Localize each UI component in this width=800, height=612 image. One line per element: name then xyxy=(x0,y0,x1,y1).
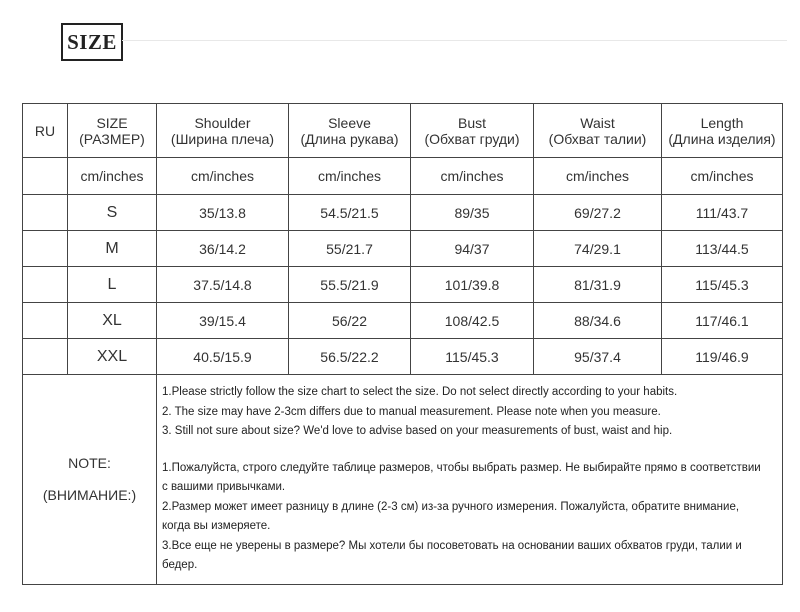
unit-cell: cm/inches xyxy=(534,158,662,195)
col-header-length: Length (Длина изделия) xyxy=(662,104,783,158)
col-header-ru: RU xyxy=(23,104,68,158)
table-cell: 40.5/15.9 xyxy=(157,339,289,375)
table-cell xyxy=(23,339,68,375)
size-cell: L xyxy=(68,267,157,303)
note-row xyxy=(23,375,783,585)
col-header-sleeve: Sleeve (Длина рукава) xyxy=(289,104,411,158)
table-cell xyxy=(23,195,68,231)
table-cell: 54.5/21.5 xyxy=(289,195,411,231)
table-cell xyxy=(23,231,68,267)
table-cell xyxy=(23,267,68,303)
table-cell: 113/44.5 xyxy=(662,231,783,267)
unit-cell: cm/inches xyxy=(68,158,157,195)
table-cell: 56.5/22.2 xyxy=(289,339,411,375)
table-cell: 81/31.9 xyxy=(534,267,662,303)
size-cell: XL xyxy=(68,303,157,339)
table-cell: 117/46.1 xyxy=(662,303,783,339)
table-row xyxy=(23,339,783,375)
table-cell xyxy=(23,303,68,339)
unit-cell: cm/inches xyxy=(157,158,289,195)
table-cell: 56/22 xyxy=(289,303,411,339)
col-header-size: SIZE (РАЗМЕР) xyxy=(68,104,157,158)
note-line: 3. Still not sure about size? We'd love to advise based on your measurements of bust, waist and hip. xyxy=(162,425,673,437)
table-cell: 37.5/14.8 xyxy=(157,267,289,303)
note-label-en: NOTE: xyxy=(68,455,111,472)
table-cell: 101/39.8 xyxy=(411,267,534,303)
note-text xyxy=(157,375,783,585)
note-line: 3.Все еще не уверены в размере? Мы хотели бы посоветовать на основании ваших обхватов груди, талии и бедер. xyxy=(162,539,742,571)
table-row xyxy=(23,267,783,303)
unit-cell: cm/inches xyxy=(662,158,783,195)
unit-cell: cm/inches xyxy=(289,158,411,195)
note-line: когда вы измеряете. xyxy=(162,520,271,532)
table-cell: 35/13.8 xyxy=(157,195,289,231)
note-line: 2. The size may have 2-3cm differs due to manual measurement. Please note when you measure. xyxy=(162,405,661,418)
col-header-bust: Bust (Обхват груди) xyxy=(411,104,534,158)
table-cell: 94/37 xyxy=(411,231,534,267)
col-header-waist: Waist (Обхват талии) xyxy=(534,104,662,158)
table-cell: 69/27.2 xyxy=(534,195,662,231)
size-title: SIZE xyxy=(61,23,123,61)
table-cell: 36/14.2 xyxy=(157,231,289,267)
table-cell: 55.5/21.9 xyxy=(289,267,411,303)
col-header-shoulder: Shoulder (Ширина плеча) xyxy=(157,104,289,158)
note-label-ru: (ВНИМАНИЕ:) xyxy=(42,487,137,504)
table-cell: 88/34.6 xyxy=(534,303,662,339)
table-cell: 119/46.9 xyxy=(662,339,783,375)
size-cell: XXL xyxy=(68,339,157,375)
table-cell: 95/37.4 xyxy=(534,339,662,375)
table-row xyxy=(23,303,783,339)
table-cell: 55/21.7 xyxy=(289,231,411,267)
size-cell: S xyxy=(68,195,157,231)
note-label xyxy=(23,375,157,585)
table-cell: 111/43.7 xyxy=(662,195,783,231)
table-row xyxy=(23,195,783,231)
unit-cell: cm/inches xyxy=(411,158,534,195)
note-line: с вашими привычками. xyxy=(162,481,286,493)
size-cell: M xyxy=(68,231,157,267)
table-cell: 74/29.1 xyxy=(534,231,662,267)
header-row xyxy=(23,104,783,158)
table-row xyxy=(23,231,783,267)
table-cell: 89/35 xyxy=(411,195,534,231)
note-line: 1.Please strictly follow the size chart to select the size. Do not select directly according to your habits. xyxy=(162,386,678,398)
note-line: 1.Пожалуйста, строго следуйте таблице размеров, чтобы выбрать размер. Не выбирайте прямо в соответствии xyxy=(162,461,761,474)
table-cell: 115/45.3 xyxy=(662,267,783,303)
size-chart-table xyxy=(22,103,783,585)
note-line: 2.Размер может имеет разницу в длине (2-3 см) из-за ручного измерения. Пожалуйста, обратите внимание, xyxy=(162,500,740,513)
units-row xyxy=(23,158,783,195)
table-cell: 108/42.5 xyxy=(411,303,534,339)
table-cell: 115/45.3 xyxy=(411,339,534,375)
table-cell: 39/15.4 xyxy=(157,303,289,339)
unit-cell xyxy=(23,158,68,195)
title-divider xyxy=(122,40,787,41)
